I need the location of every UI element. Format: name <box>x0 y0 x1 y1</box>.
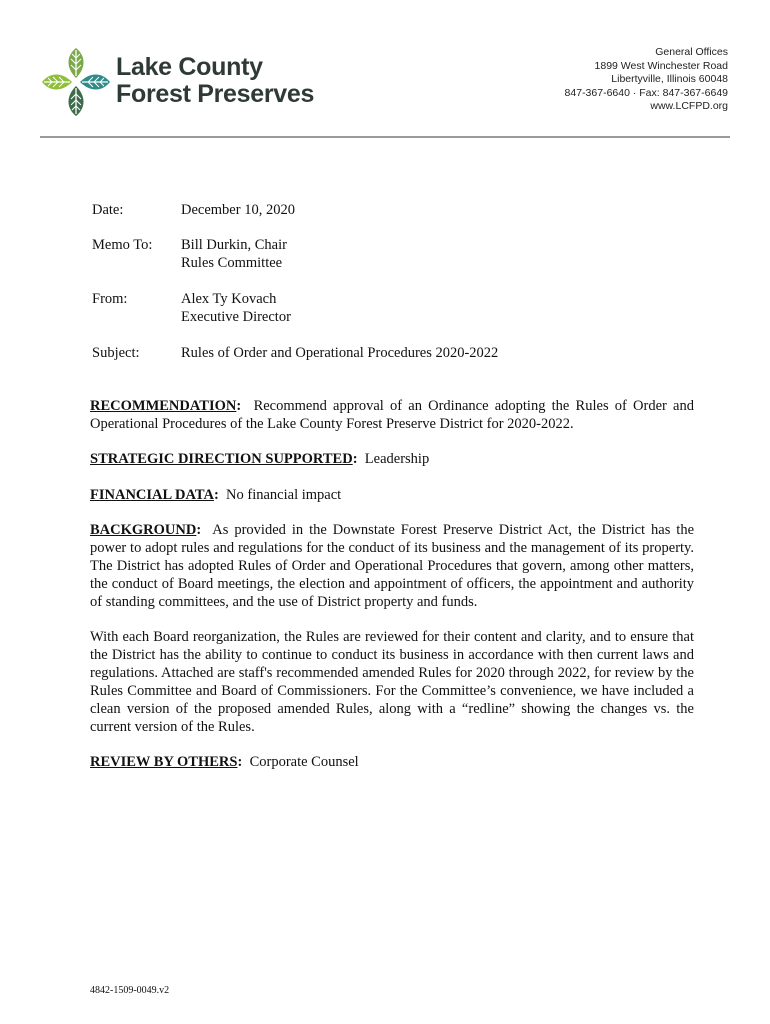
recommendation-text: Recommend approval of an Ordinance adopting the Rules of Order and Operational Procedures of the Lake County Forest Preserve District for 2020-2022. <box>90 398 694 432</box>
document-id-footer: 4842-1509-0049.v2 <box>90 985 170 996</box>
background-section: BACKGROUND: As provided in the Downstate Forest Preserve District Act, the District has the power to adopt rules and regulations for the conduct of its business and the management of its property. The District has adopted Rules of Order and Operational Procedures that govern, among other matters, the conduct of Board meetings, the election and appointment of officers, the appointment and authority of standing committees, and the use of District property and funds. <box>90 522 695 610</box>
from-name: Alex Ty Kovach <box>181 291 277 307</box>
contact-block <box>565 46 728 114</box>
background-text: As provided in the Downstate Forest Preserve District Act, the District has the power to adopt rules and regulations for the conduct of its business and the management of its property. The District has adopted Rules of Order and Operational Procedures that govern, among other matters, the conduct of Board meetings, the election and appointment of officers, the appointment and authority of standing committees, and the use of District property and funds. <box>90 522 695 610</box>
from-label: From: <box>92 291 128 307</box>
contact-line: 1899 West Winchester Road <box>594 59 728 72</box>
memo-to-label: Memo To: <box>92 237 153 253</box>
recommendation-heading: RECOMMENDATION <box>90 398 237 414</box>
website-link[interactable]: www.LCFPD.org <box>650 100 728 112</box>
from-title: Executive Director <box>181 309 291 325</box>
rules-review-paragraph: With each Board reorganization, the Rules are reviewed for their content and clarity, and to ensure that the District has the ability to continue to conduct its business in accordance with then current laws and regulations. Attached are staff's recommended amended Rules for 2020 through 2022, for review by the Rules Committee and Board of Commissioners. For the Committee’s convenience, we have included a clean version of the proposed amended Rules, along with a “redline” showing the changes vs. the current version of the Rules. <box>90 629 694 735</box>
recommendation-section: RECOMMENDATION: Recommend approval of an Ordinance adopting the Rules of Order and Operational Procedures of the Lake County Forest Preserve District for 2020-2022. <box>90 398 694 432</box>
subject-label: Subject: <box>92 345 140 361</box>
financial-data-heading: FINANCIAL DATA <box>90 487 214 503</box>
contact-line: 847-367-6640 · Fax: 847-367-6649 <box>564 86 728 99</box>
memo-to-title: Rules Committee <box>181 255 283 271</box>
contact-line: General Offices <box>655 46 728 58</box>
background-heading: BACKGROUND <box>90 522 197 538</box>
financial-data-section: FINANCIAL DATA: No financial impact <box>90 487 342 503</box>
strategic-direction-section: STRATEGIC DIRECTION SUPPORTED: Leadership <box>90 451 430 467</box>
strategic-direction-text: Leadership <box>364 451 430 467</box>
financial-data-text: No financial impact <box>226 487 342 503</box>
org-name-line2: Forest Preserves <box>116 80 315 108</box>
review-by-others-text: Corporate Counsel <box>249 754 359 770</box>
contact-line: Libertyville, Illinois 60048 <box>611 73 728 85</box>
lake-county-forest-preserves-logo-icon <box>40 46 112 118</box>
date-label: Date: <box>92 202 124 218</box>
organization-name <box>116 54 314 108</box>
org-name-line1: Lake County <box>116 53 263 81</box>
memo-to-name: Bill Durkin, Chair <box>181 237 287 253</box>
review-by-others-heading: REVIEW BY OTHERS <box>90 754 238 770</box>
strategic-direction-heading: STRATEGIC DIRECTION SUPPORTED <box>90 451 353 467</box>
letterhead-divider <box>40 136 730 138</box>
subject-value: Rules of Order and Operational Procedures 2020-2022 <box>181 345 499 361</box>
date-value: December 10, 2020 <box>181 202 295 218</box>
review-by-others-section: REVIEW BY OTHERS: Corporate Counsel <box>90 754 359 770</box>
